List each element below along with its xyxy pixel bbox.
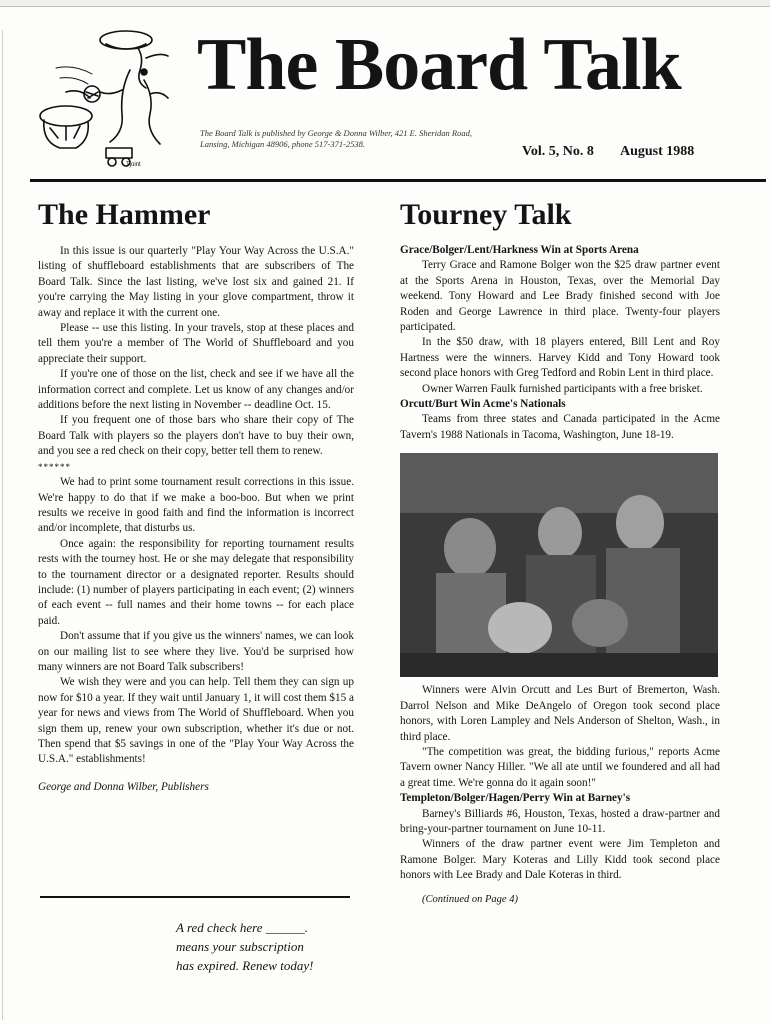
story-paragraph: Winners were Alvin Orcutt and Les Burt of Bremerton, Wash. Darrol Nelson and Mike DeAngelo of Oregon took second place honors, with Loren Lampley and Nels Anderson of Shelton, Wash., in third place.: [400, 684, 720, 743]
story-paragraph: Barney's Billiards #6, Houston, Texas, hosted a draw-partner and bring-your-partner tournament on June 10-11.: [400, 807, 720, 835]
hammer-heading: The Hammer: [38, 198, 211, 231]
mascot-illustration: [26, 20, 196, 170]
issue-date: August 1988: [620, 144, 695, 159]
story-headline: Orcutt/Burt Win Acme's Nationals: [400, 398, 566, 411]
story-paragraph: Winners of the draw partner event were Jim Templeton and Ramone Bolger. Mary Koteras and Lilly Kidd took second place honors with Lee Brady and Dale Koteras in third.: [400, 838, 720, 882]
publisher-note: The Board Talk is published by George & Donna Wilber, 421 E. Sheridan Road, Lansing, Michigan 48906, phone 517-371-2538.: [200, 128, 472, 149]
hammer-paragraph: Please -- use this listing. In your travels, stop at these places and tell them you're a member of The World of Shuffleboard and you appreciate their support.: [38, 322, 354, 365]
renewal-notice: [176, 918, 366, 975]
renewal-rule: [40, 896, 350, 898]
tourney-column: [400, 198, 720, 907]
scan-edge-left: [2, 30, 3, 1020]
story-paragraph: Teams from three states and Canada participated in the Acme Tavern's 1988 Nationals in Tacoma, Washington, June 18-19.: [400, 413, 720, 441]
scan-edge-top: [0, 0, 770, 7]
hammer-column: [38, 198, 354, 795]
mascot-caption: Tjoint: [126, 162, 141, 168]
hammer-paragraph: We had to print some tournament result corrections in this issue. We're happy to do that if we make a boo-boo. But when we print results we receive in good faith and find the information is incorrect and/or incomplete, that disturbs us.: [38, 476, 354, 535]
continued-note: (Continued on Page 4): [422, 893, 518, 905]
story-paragraph: In the $50 draw, with 18 players entered, Bill Lent and Roy Hartness were the winners. Harvey Kidd and Tony Howard took second place honors with Greg Tedford and Robin Lent in third place.: [400, 336, 720, 380]
story-paragraph: "The competition was great, the bidding furious," reports Acme Tavern owner Nancy Hiller. "We all ate until we foundered and all had a great time. We're gonna do it again soon!": [400, 745, 720, 789]
volume-number: Vol. 5, No. 8: [522, 144, 594, 159]
renewal-line: means your subscription: [176, 939, 304, 954]
renewal-line: A red check here ______.: [176, 920, 308, 935]
story-paragraph: Owner Warren Faulk furnished participants with a free brisket.: [422, 382, 703, 395]
players-photo: [400, 453, 718, 677]
hammer-paragraph: Don't assume that if you give us the winners' names, we can look on our mailing list to see where they live. You'd be surprised how many winners are not Board Talk subscribers!: [38, 630, 354, 673]
section-divider-stars: ******: [38, 461, 71, 472]
story-paragraph: Terry Grace and Ramone Bolger won the $25 draw partner event at the Sports Arena in Houston, Texas, over the Memorial Day weekend. Tony Howard and Lee Brady finished second with Joe Roden and George Lawrence in third place. Twenty-four players participated.: [400, 259, 720, 334]
hammer-paragraph: We wish they were and you can help. Tell them they can sign up now for $10 a year. If they wait until January 1, it will cost them $15 a year for news and views from The World of Shuffleboard. When you sign them up, renew your own subscription, whether it's due or not. Then spend that $5 savings in one of the "Play Your Way Across the U.S.A." establishments!: [38, 676, 354, 766]
newsletter-title: The Board Talk: [197, 24, 681, 106]
tourney-heading: Tourney Talk: [400, 198, 572, 231]
story-headline: Grace/Bolger/Lent/Harkness Win at Sports Arena: [400, 244, 639, 256]
hammer-paragraph: Once again: the responsibility for reporting tournament results rests with the tourney host. He or she may delegate that responsibility to the tournament director or a designated reporter. Results should include: (1) number of players participating in each event; (2) winners of each event -- full names and their home towns -- for each place paid.: [38, 537, 354, 627]
publisher-signature: George and Donna Wilber, Publishers: [38, 780, 209, 793]
hammer-paragraph: If you're one of those on the list, check and see if we have all the information correct and complete. Let us know of any changes and/or additions before the next listing in November -- deadline Oct. 15.: [38, 368, 354, 412]
masthead-rule: [30, 179, 766, 182]
hammer-paragraph: If you frequent one of those bars who share their copy of The Board Talk with players so the players don't have to buy their own, and you see a red check on their copy, better tell them to renew.: [38, 414, 354, 458]
renewal-line: has expired. Renew today!: [176, 958, 314, 973]
hammer-paragraph: In this issue is our quarterly "Play Your Way Across the U.S.A." listing of shuffleboard establishments that are subscribers of The Board Talk. Since the last listing, we've lost six and gained 21. If you're carrying the May listing in your glove compartment, throw it away and replace it with the current one.: [38, 245, 354, 319]
story-headline: Templeton/Bolger/Hagen/Perry Win at Barney's: [400, 792, 631, 805]
